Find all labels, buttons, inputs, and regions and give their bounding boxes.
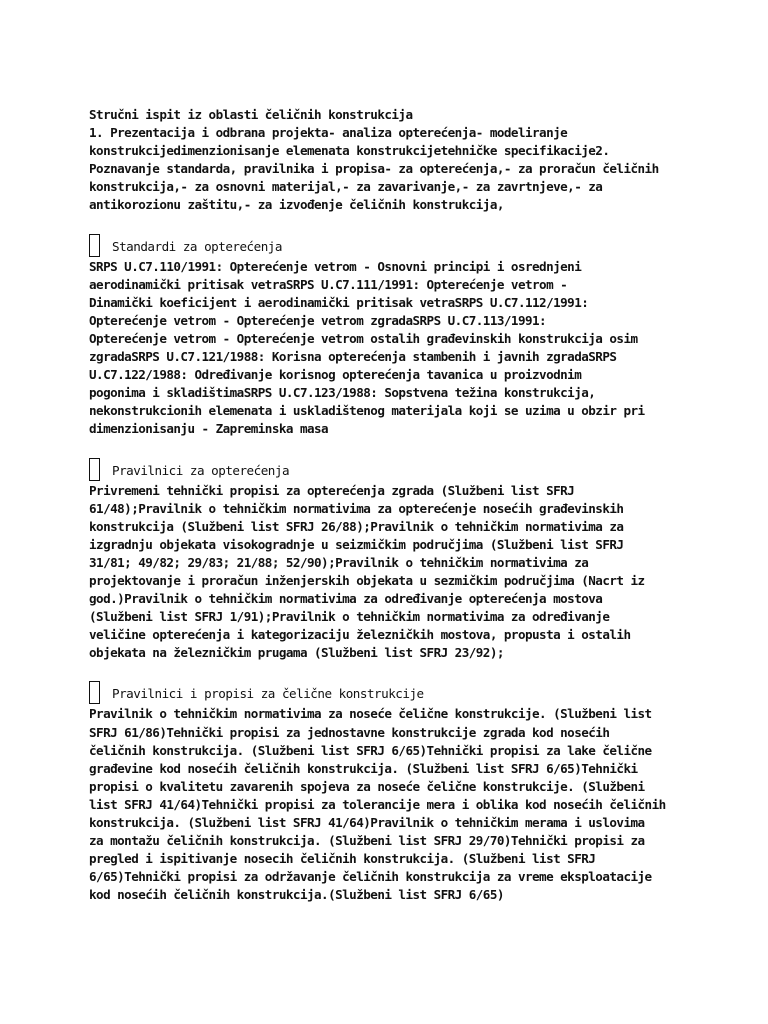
text-line: Opterećenje vetrom - Opterećenje vetrom ostalih građevinskih konstrukcija osim (89, 330, 638, 346)
text-line: (Službeni list SFRJ 1/91);Pravilnik o tehničkim normativima za određivanje (89, 609, 610, 625)
section-body (89, 482, 669, 663)
text-line: propisi o kvalitetu zavarenih spojeva za noseće čelične konstrukcije. (Službeni (89, 778, 645, 794)
text-line: veličine opterećenja i kategorizaciju železničkih mostova, propusta i ostalih (89, 627, 631, 643)
text-line: Dinamički koeficijent i aerodinamički pritisak vetraSRPS U.C7.112/1991: (89, 294, 589, 310)
text-line: SFRJ 61/86)Tehnički propisi za jednostavne konstrukcije zgrada kod nosećih (89, 724, 610, 740)
text-line: god.)Pravilnik o tehničkim normativima za određivanje opterećenja mostova (89, 591, 603, 607)
section-heading: Standardi za opterećenja (112, 238, 282, 254)
text-line: antikorozionu zaštitu,- za izvođenje čeličnih konstrukcija, (89, 197, 504, 213)
section-heading: Pravilnici za opterećenja (112, 462, 290, 478)
checkbox-icon (89, 681, 100, 704)
text-line: zgradaSRPS U.C7.121/1988: Korisna opterećenja stambenih i javnih zgradaSRPS (89, 349, 617, 365)
intro-text (89, 124, 669, 214)
intro-block (89, 106, 669, 215)
checkbox-icon (89, 458, 100, 481)
section-heading: Pravilnici i propisi za čelične konstrukcije (112, 686, 424, 702)
section-body (89, 705, 669, 904)
section-heading-row (89, 455, 669, 481)
text-line: za montažu čeličnih konstrukcija. (Službeni list SFRJ 29/70)Tehnički propisi za (89, 833, 645, 849)
text-line: Privremeni tehnički propisi za opterećenja zgrada (Službeni list SFRJ (89, 482, 575, 498)
text-line: konstrukcijedimenzionisanje elemenata konstrukcijetehničke specifikacije2. (89, 143, 610, 159)
text-line: pogonima i skladištimaSRPS U.C7.123/1988: Sopstvena težina konstrukcija, (89, 385, 596, 401)
section-standardi (89, 231, 669, 439)
text-line: dimenzionisanju - Zapreminska masa (89, 421, 329, 437)
document-title: Stručni ispit iz oblasti čeličnih konstrukcija (89, 107, 413, 122)
text-line: građevine kod nosećih čeličnih konstrukcija. (Službeni list SFRJ 6/65)Tehnički (89, 760, 638, 776)
text-line: Pravilnik o tehničkim normativima za noseće čelične konstrukcije. (Službeni list (89, 706, 652, 722)
text-line: konstrukcija,- za osnovni materijal,- za zavarivanje,- za zavrtnjeve,- za (89, 179, 603, 195)
text-line: čeličnih konstrukcija. (Službeni list SFRJ 6/65)Tehnički propisi za lake čelične (89, 742, 652, 758)
text-line: 61/48);Pravilnik o tehničkim normativima za opterećenje nosećih građevinskih (89, 500, 624, 516)
text-line: 1. Prezentacija i odbrana projekta- analiza opterećenja- modeliranje (89, 125, 568, 141)
text-line: projektovanje i proračun inženjerskih objekata u sezmičkim područjima (Nacrt iz (89, 572, 645, 588)
section-heading-row (89, 678, 669, 704)
checkbox-icon (89, 234, 100, 257)
section-pravilnici-celicne-konstrukcije (89, 678, 669, 904)
text-line: pregled i ispitivanje nosecih čeličnih konstrukcija. (Službeni list SFRJ (89, 851, 596, 867)
section-heading-row (89, 231, 669, 257)
section-body (89, 258, 669, 439)
text-line: aerodinamički pritisak vetraSRPS U.C7.111/1991: Opterećenje vetrom - (89, 276, 568, 292)
text-line: Poznavanje standarda, pravilnika i propisa- za opterećenja,- za proračun čeličnih (89, 161, 659, 177)
text-line: Opterećenje vetrom - Opterećenje vetrom zgradaSRPS U.C7.113/1991: (89, 312, 547, 328)
text-line: nekonstrukcionih elemenata i uskladištenog materijala koji se uzima u obzir pri (89, 403, 645, 419)
text-line: izgradnju objekata visokogradnje u seizmičkim područjima (Službeni list SFRJ (89, 536, 624, 552)
text-line: kod nosećih čeličnih konstrukcija.(Službeni list SFRJ 6/65) (89, 887, 504, 903)
section-pravilnici-opterecenja (89, 455, 669, 663)
document-page (89, 106, 669, 904)
text-line: list SFRJ 41/64)Tehnički propisi za tolerancije mera i oblika kod nosećih čeličnih (89, 796, 666, 812)
text-line: konstrukcija. (Službeni list SFRJ 41/64)Pravilnik o tehničkim merama i uslovima (89, 815, 645, 830)
text-line: SRPS U.C7.110/1991: Opterećenje vetrom - Osnovni principi i osrednjeni (89, 258, 582, 274)
text-line: konstrukcija (Službeni list SFRJ 26/88);Pravilnik o tehničkim normativima za (89, 518, 624, 534)
text-line: 6/65)Tehnički propisi za održavanje čeličnih konstrukcija za vreme eksploatacije (89, 869, 652, 885)
text-line: 31/81; 49/82; 29/83; 21/88; 52/90);Pravilnik o tehničkim normativima za (89, 554, 589, 570)
text-line: objekata na železničkim prugama (Službeni list SFRJ 23/92); (89, 645, 504, 661)
text-line: U.C7.122/1988: Određivanje korisnog opterećenja tavanica u proizvodnim (89, 367, 582, 383)
